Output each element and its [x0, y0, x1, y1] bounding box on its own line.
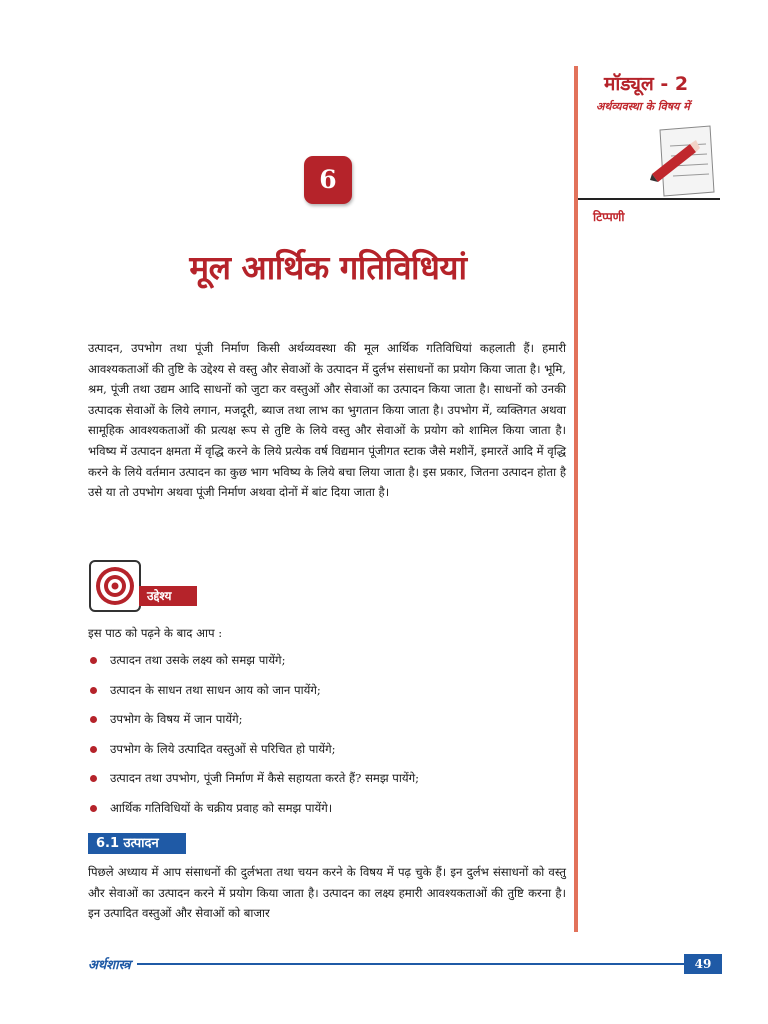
list-item	[88, 764, 568, 794]
objective-text: आर्थिक गतिविधियों के चक्रीय प्रवाह को समझ पायेंगे।	[110, 800, 333, 815]
module-title: मॉड्यूल - 2	[604, 73, 689, 95]
target-icon	[89, 560, 141, 612]
margin-rule	[574, 66, 578, 932]
list-item	[88, 676, 568, 706]
footer-rule	[88, 963, 720, 965]
objective-text: उपभोग के लिये उत्पादित वस्तुओं से परिचित हो पायेंगे;	[110, 741, 336, 756]
note-label: टिप्पणी	[593, 210, 625, 224]
list-item	[88, 646, 568, 676]
bullet-icon	[90, 687, 97, 694]
objective-text: उत्पादन तथा उसके लक्ष्य को समझ पायेंगे;	[110, 653, 286, 667]
objectives-list	[88, 646, 568, 824]
page-number: 49	[684, 954, 722, 974]
bullet-icon	[90, 775, 97, 782]
bullet-icon	[90, 716, 97, 723]
bullet-icon	[90, 746, 97, 753]
chapter-title: मूल आर्थिक गतिविधियां	[189, 248, 467, 287]
objectives-label: उद्देश्य	[139, 586, 197, 606]
footer-subject: अर्थशास्त्र	[88, 955, 137, 973]
section-paragraph: पिछले अध्याय में आप संसाधनों की दुर्लभता तथा चयन करने के विषय में पढ़ चुके हैं। इन दुर्लभ संसाधनों को वस्तु और सेवाओं का उत्पादन करने में प्रयोग किया जाता है। उत्पादन का लक्ष्य हमारी आवश्यकताओं की तुष्टि करना है। इन उत्पादित वस्तुओं और सेवाओं को बाजार	[88, 865, 566, 921]
objectives-intro: इस पाठ को पढ़ने के बाद आप :	[88, 626, 223, 640]
module-subtitle: अर्थव्यवस्था के विषय में	[596, 100, 690, 113]
objective-text: उत्पादन के साधन तथा साधन आय को जान पायेंगे;	[110, 682, 321, 697]
list-item	[88, 735, 568, 765]
bullet-icon	[90, 805, 97, 812]
notepad-pencil-icon	[650, 122, 716, 200]
chapter-number-badge: 6	[304, 156, 352, 204]
intro-paragraph: उत्पादन, उपभोग तथा पूंजी निर्माण किसी अर्थव्यवस्था की मूल आर्थिक गतिविधियां कहलाती हैं। हमारी आवश्यकताओं की तुष्टि के उद्देश्य से वस्तु और सेवाओं के उत्पादन में दुर्लभ संसाधनों का प्रयोग किया जाता है। भूमि, श्रम, पूंजी तथा उद्यम आदि साधनों को जुटा कर वस्तुओं और सेवाओं का उत्पादन किया जाता है। साधनों को उनकी उत्पादक सेवाओं के लिये लगान, मजदूरी, ब्याज तथा लाभ का भुगतान किया जाता है। उपभोग में, व्यक्तिगत अथवा सामूहिक आवश्यकताओं की प्रत्यक्ष रूप से तुष्टि के लिये वस्तु और सेवाओं के प्रयोग को शामिल किया जाता है। भविष्य में उत्पादन क्षमता में वृद्धि करने के लिये प्रत्येक वर्ष विद्यमान पूंजीगत स्टाक जैसे मशीनें, इमारतें आदि में वृद्धि करने के लिये वर्तमान उत्पादन का कुछ भाग भविष्य के लिये बचा लिया जाता है। इस प्रकार, जितना उत्पादन होता है उसे या तो उपभोग अथवा पूंजी निर्माण अथवा दोनों में बांट दिया जाता है।	[88, 341, 566, 500]
list-item	[88, 705, 568, 735]
list-item	[88, 794, 568, 824]
section-heading: 6.1 उत्पादन	[88, 833, 186, 854]
objective-text: उपभोग के विषय में जान पायेंगे;	[110, 712, 243, 727]
objective-text: उत्पादन तथा उपभोग, पूंजी निर्माण में कैसे सहायता करते हैं? समझ पायेंगे;	[110, 771, 420, 786]
sidebar-divider	[578, 198, 720, 200]
bullet-icon	[90, 657, 97, 664]
